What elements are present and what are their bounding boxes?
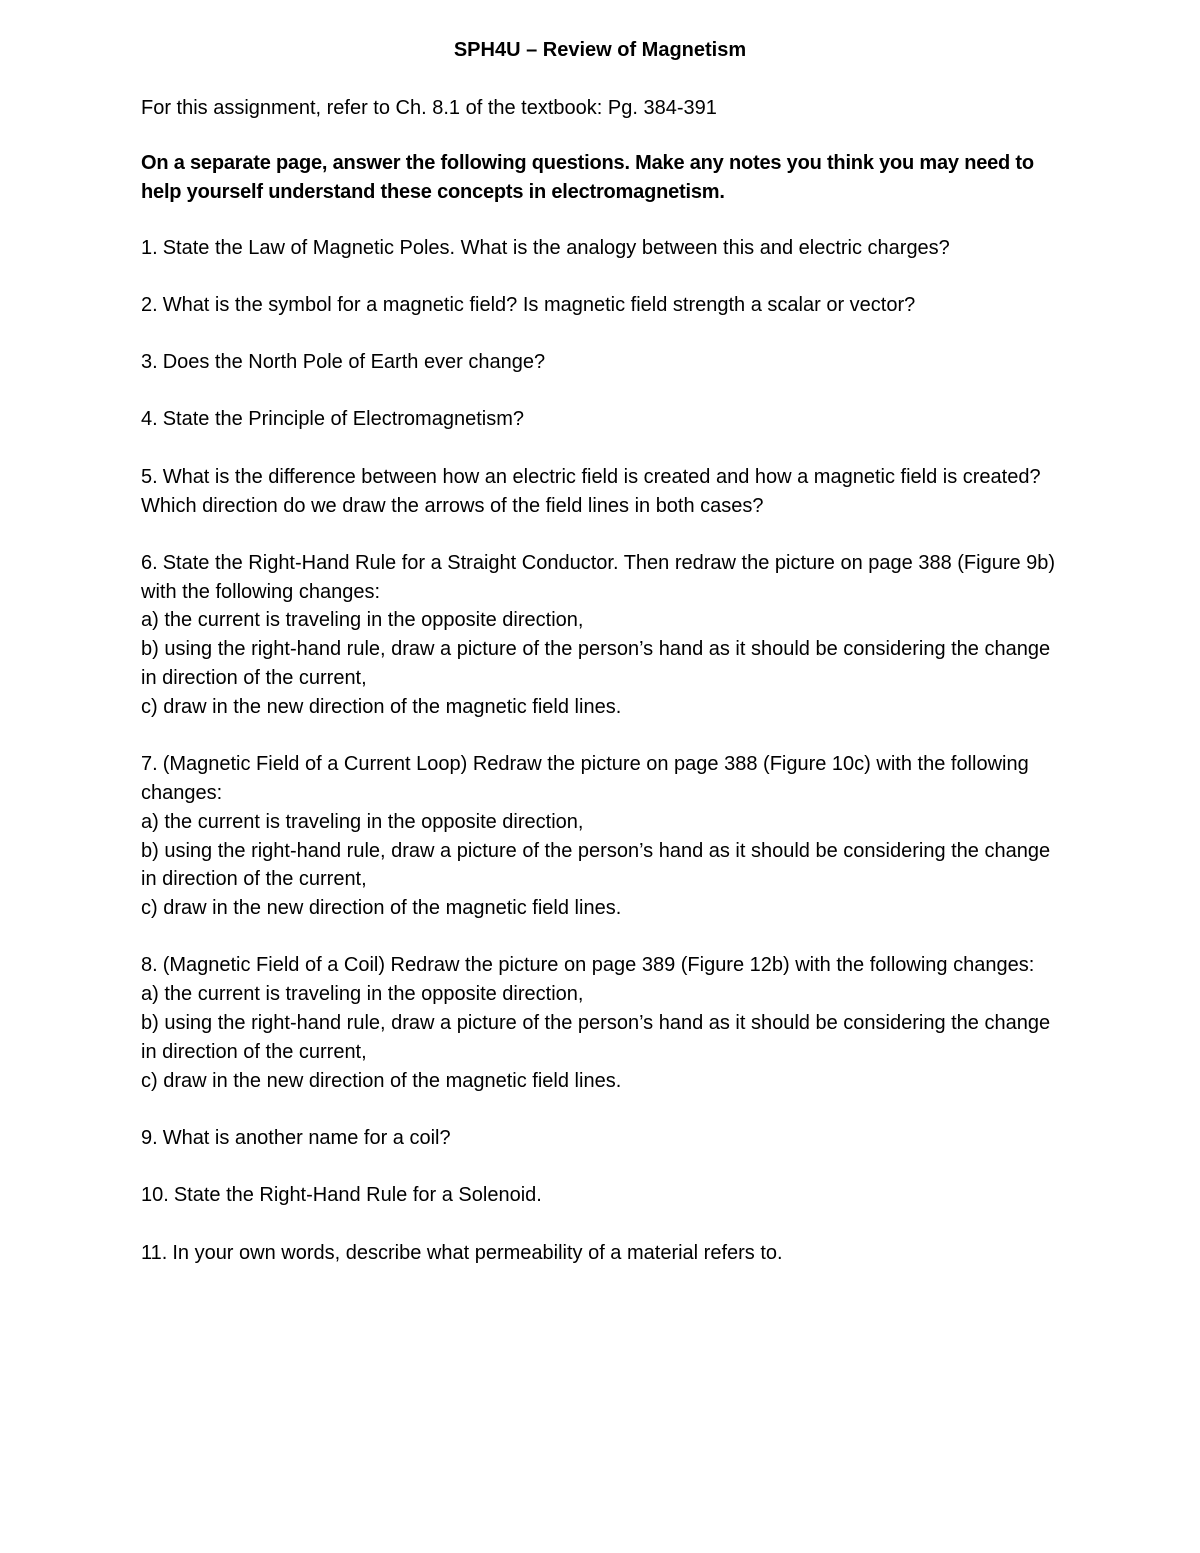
question-text: What is another name for a coil? [162, 1126, 451, 1149]
question-number: 3. [141, 351, 158, 374]
question-text: State the Right-Hand Rule for a Straight Conductor. Then redraw the picture on page 388 (Figure 9b) with the following changes: [141, 551, 1056, 603]
question-text: Does the North Pole of Earth ever change? [162, 351, 546, 374]
question-main [141, 951, 1066, 980]
question-text: What is the difference between how an electric field is created and how a magnetic field is created? Which direction do we draw the arrows of the field lines in both cases? [141, 465, 1041, 517]
question-number: 11. [141, 1241, 168, 1264]
question-number: 9. [141, 1126, 158, 1149]
question-number: 4. [141, 408, 158, 431]
question-text: In your own words, describe what permeability of a material refers to. [172, 1241, 783, 1264]
sub-item-a: a) the current is traveling in the opposite direction, [141, 609, 584, 632]
question-6 [141, 549, 1066, 722]
sub-item-c: c) draw in the new direction of the magnetic field lines. [141, 1069, 622, 1092]
sub-item-c: c) draw in the new direction of the magnetic field lines. [141, 897, 622, 920]
question-number: 10. [141, 1184, 169, 1207]
question-10 [141, 1181, 1066, 1210]
assignment-instructions: On a separate page, answer the following questions. Make any notes you think you may need to help yourself understand these concepts in electromagnetism. [141, 152, 1034, 203]
question-number: 5. [141, 465, 158, 488]
question-5 [141, 463, 1066, 521]
question-main [141, 549, 1066, 607]
question-text: What is the symbol for a magnetic field? Is magnetic field strength a scalar or vector? [162, 293, 916, 316]
question-number: 7. [141, 753, 158, 776]
question-text: (Magnetic Field of a Current Loop) Redraw the picture on page 388 (Figure 10c) with the following changes: [141, 753, 1029, 804]
question-number: 1. [141, 236, 158, 259]
question-11 [141, 1239, 1066, 1268]
document-body [141, 36, 1066, 1296]
question-number: 8. [141, 954, 158, 977]
question-2 [141, 291, 1066, 320]
question-3 [141, 348, 1066, 377]
question-text: State the Principle of Electromagnetism? [162, 408, 524, 431]
question-number: 6. [141, 551, 158, 574]
question-list [141, 234, 1066, 1268]
sub-item-c: c) draw in the new direction of the magnetic field lines. [141, 695, 622, 718]
document-title: SPH4U – Review of Magnetism [453, 39, 747, 61]
question-9 [141, 1124, 1066, 1153]
sub-item-a: a) the current is traveling in the opposite direction, [141, 810, 584, 833]
question-text: (Magnetic Field of a Coil) Redraw the picture on page 389 (Figure 12b) with the following changes: [162, 954, 1035, 977]
sub-item-b: b) using the right-hand rule, draw a picture of the person’s hand as it should be considering the change in direction of the current, [141, 839, 1051, 891]
sub-item-a: a) the current is traveling in the opposite direction, [141, 983, 584, 1006]
question-main [141, 750, 1066, 808]
question-text: State the Law of Magnetic Poles. What is the analogy between this and electric charges? [162, 236, 950, 259]
question-8 [141, 951, 1066, 1095]
question-4 [141, 405, 1066, 434]
question-number: 2. [141, 293, 158, 316]
sub-item-b: b) using the right-hand rule, draw a picture of the person’s hand as it should be considering the change in direction of the current, [141, 1012, 1051, 1063]
question-7 [141, 750, 1066, 923]
question-1 [141, 234, 1066, 263]
sub-item-b: b) using the right-hand rule, draw a picture of the person’s hand as it should be considering the change in direction of the current, [141, 638, 1051, 690]
question-text: State the Right-Hand Rule for a Solenoid. [173, 1184, 542, 1207]
assignment-intro: For this assignment, refer to Ch. 8.1 of the textbook: Pg. 384-391 [141, 97, 717, 119]
